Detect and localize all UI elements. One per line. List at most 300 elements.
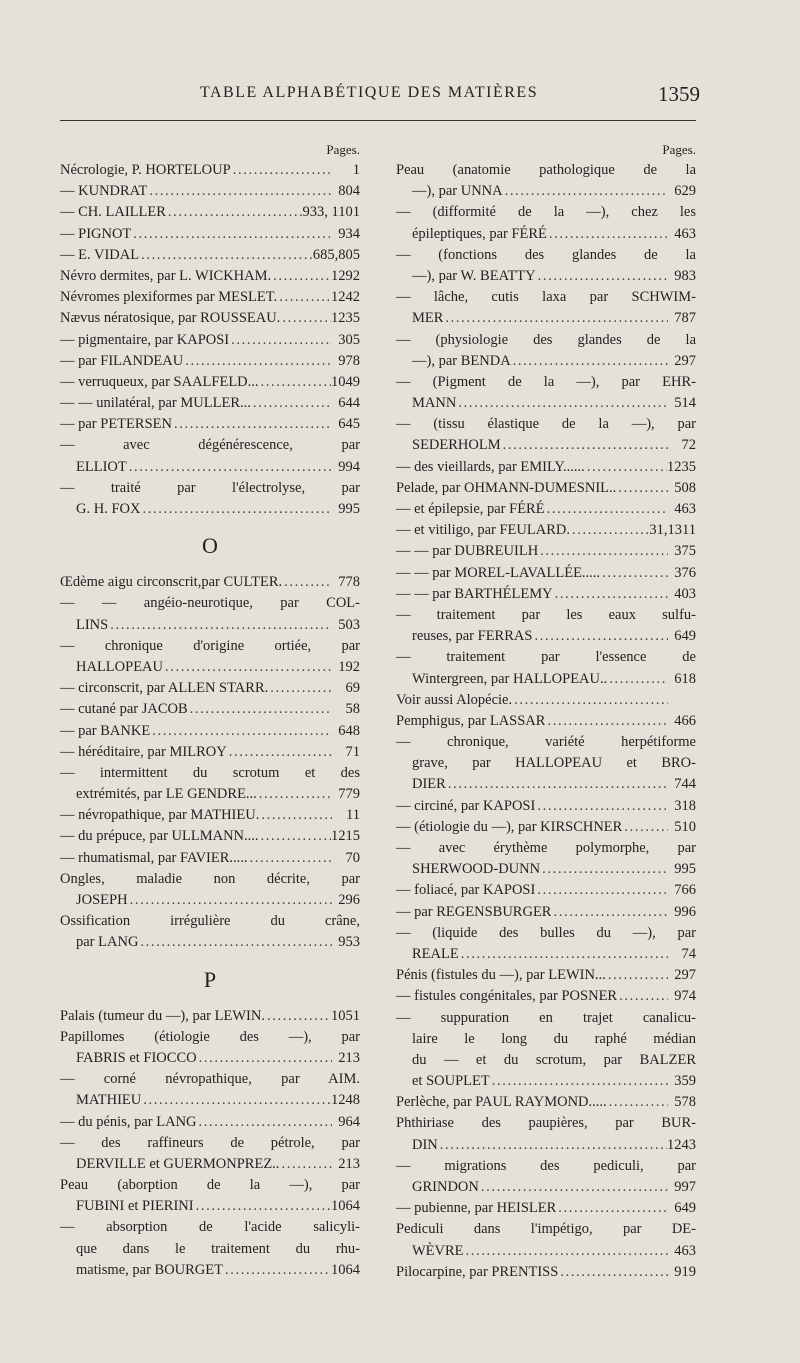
leader-dots [248, 848, 332, 869]
entry-page: 1242 [331, 289, 360, 306]
entry-page: 649 [674, 1200, 696, 1217]
entry-page: 934 [338, 225, 360, 242]
entry-page: 919 [674, 1263, 696, 1280]
entry-page: 649 [674, 628, 696, 645]
leader-dots [607, 1092, 668, 1113]
entry-page: 375 [674, 543, 696, 560]
leader-dots [536, 266, 668, 287]
entry-text: JOSEPH [76, 892, 128, 908]
leader-dots [551, 902, 668, 923]
index-entry [396, 202, 696, 244]
left-column [60, 140, 360, 1281]
entry-page: 463 [674, 225, 696, 242]
leader-dots [545, 499, 668, 520]
entry-page: 305 [338, 331, 360, 348]
entry-page: 994 [338, 458, 360, 475]
entry-text: DERVILLE et GUERMONPREZ.. [76, 1155, 280, 1172]
entry-page: 618 [674, 670, 696, 687]
entry-text: — circonscrit, par ALLEN STARR. [60, 680, 269, 697]
entry-page: 974 [674, 988, 696, 1005]
entry-text: matisme, par BOURGET [76, 1261, 223, 1278]
pages-label: Pages. [326, 142, 360, 157]
leader-dots [227, 742, 332, 763]
entry-text: — migrations des pediculi, par [396, 1157, 696, 1174]
entry-text: — (difformité de la —), chez les [396, 204, 696, 221]
leader-dots [257, 784, 332, 805]
leader-dots [231, 160, 332, 181]
entry-text: LINS [76, 616, 109, 633]
entry-page: 1243 [667, 1136, 696, 1153]
entry-text: — (étiologie du —), par KIRSCHNER [396, 818, 623, 835]
entry-text: — des raffineurs de pétrole, par [60, 1134, 360, 1151]
entry-page: 297 [674, 352, 696, 369]
leader-dots [197, 1112, 332, 1133]
index-entry [60, 435, 360, 477]
entry-text: Pemphigus, par LASSAR [396, 712, 546, 729]
leader-dots [545, 711, 668, 732]
entry-text: — fistules congénitales, par POSNER [396, 988, 618, 1005]
index-entry [60, 372, 360, 393]
index-entry [60, 266, 360, 287]
entry-page: 766 [674, 882, 696, 899]
entry-text: Perlèche, par PAUL RAYMOND..... [396, 1094, 607, 1111]
leader-dots [251, 393, 332, 414]
entry-text: Papillomes (étiologie des —), par [60, 1028, 360, 1045]
entry-text: Nécrologie, P. HORTELOUP [60, 162, 231, 178]
entry-page: 1235 [667, 458, 696, 475]
entry-page: 297 [674, 967, 696, 984]
index-entry [396, 520, 696, 541]
entry-page: 71 [345, 743, 360, 760]
entry-text: — PIGNOT [60, 225, 132, 242]
entry-page: 466 [674, 712, 696, 729]
entry-page: 804 [338, 183, 360, 200]
leader-dots [282, 572, 332, 593]
entry-text: WÈVRE [412, 1242, 464, 1259]
index-entry [60, 1175, 360, 1217]
entry-page: 359 [674, 1073, 696, 1090]
index-entry [396, 796, 696, 817]
entry-text: — névropathique, par MATHIEU. [60, 807, 260, 824]
leader-dots [511, 351, 668, 372]
index-entry [60, 1133, 360, 1175]
leader-dots [259, 372, 331, 393]
entry-text: Pilocarpine, par PRENTISS [396, 1263, 559, 1280]
index-entry [396, 647, 696, 689]
index-entry [396, 160, 696, 202]
leader-dots [140, 499, 332, 520]
leader-dots [600, 563, 668, 584]
leader-dots [279, 1154, 332, 1175]
leader-dots [503, 181, 668, 202]
entry-page: 1064 [331, 1261, 360, 1278]
entry-page: 296 [338, 892, 360, 908]
leader-dots [229, 330, 332, 351]
index-entry [396, 372, 696, 414]
entry-page: 463 [674, 1242, 696, 1259]
index-entry [396, 478, 696, 499]
index-entry [60, 742, 360, 763]
index-entry [60, 1027, 360, 1069]
index-entry [60, 678, 360, 699]
entry-page: 933, 1101 [302, 204, 360, 221]
entry-text: Pediculi dans l'impétigo, par DE- [396, 1221, 696, 1238]
index-entry [60, 1217, 360, 1281]
leader-dots [183, 351, 332, 372]
leader-dots [616, 478, 668, 499]
entry-page: 648 [338, 722, 360, 739]
index-entry [396, 880, 696, 901]
index-entry [396, 965, 696, 986]
leader-dots [131, 224, 332, 245]
entry-text: — intermittent du scrotum et des [60, 764, 360, 781]
entry-page: 192 [338, 658, 360, 675]
index-entry [60, 1112, 360, 1133]
entry-page [668, 690, 696, 711]
entry-page: 1292 [331, 267, 360, 284]
entry-text: Ossification irrégulière du crâne, [60, 913, 360, 930]
leader-dots [271, 266, 331, 287]
index-entry [60, 593, 360, 635]
leader-dots [127, 457, 332, 478]
index-entry [60, 763, 360, 805]
entry-text: — avec dégénérescence, par [60, 437, 360, 454]
entry-text: SEDERHOLM [412, 437, 501, 454]
index-entry [396, 1262, 696, 1283]
index-entry [396, 1219, 696, 1261]
index-entry [60, 287, 360, 308]
entry-text: MATHIEU [76, 1092, 142, 1109]
index-entry [60, 1006, 360, 1027]
entry-text: HALLOPEAU [76, 658, 163, 675]
leader-dots [172, 414, 332, 435]
entry-text: — — par MOREL-LAVALLÉE..... [396, 564, 601, 581]
leader-dots [446, 774, 668, 795]
leader-dots [538, 541, 668, 562]
index-entry [396, 457, 696, 478]
leader-dots [128, 890, 332, 911]
entry-page: 1248 [331, 1092, 360, 1109]
leader-dots [188, 699, 332, 720]
entry-text: — avec érythème polymorphe, par [396, 840, 696, 856]
entry-text: laire le long du raphé médian [412, 1030, 696, 1047]
index-entry [396, 499, 696, 520]
index-entry [396, 902, 696, 923]
entry-text: Œdème aigu circonscrit,par CULTER. [60, 574, 283, 591]
entry-text: extrémités, par LE GENDRE... [76, 786, 257, 803]
entry-text: — rhumatismal, par FAVIER..... [60, 849, 248, 866]
entry-text: — chronique d'origine ortiée, par [60, 637, 360, 654]
leader-dots [194, 1196, 331, 1217]
header-rule [60, 120, 696, 121]
leader-dots [259, 805, 332, 826]
entry-page: 1215 [331, 828, 360, 845]
index-entry [60, 224, 360, 245]
entry-page: 744 [674, 776, 696, 793]
page-header [200, 82, 700, 110]
entry-page: 376 [674, 564, 696, 581]
leader-dots [163, 657, 332, 678]
entry-page: 70 [345, 849, 360, 866]
entry-text: — lâche, cutis laxa par SCHWIM- [396, 289, 696, 306]
entry-page: 578 [674, 1094, 696, 1111]
index-entry [396, 1156, 696, 1198]
entry-page: 403 [674, 585, 696, 602]
entry-text: — absorption de l'acide salicyli- [60, 1219, 360, 1236]
entry-text: —), par UNNA [412, 183, 503, 200]
entry-text: — du prépuce, par ULLMANN.... [60, 828, 259, 845]
entry-page: 685,805 [312, 246, 360, 263]
entry-page: 213 [338, 1049, 360, 1066]
index-entry [396, 1008, 696, 1093]
index-entry [396, 414, 696, 456]
entry-text: — et épilepsie, par FÉRÉ [396, 501, 545, 517]
leader-dots [443, 308, 668, 329]
index-entry [60, 572, 360, 593]
index-entry [396, 1092, 696, 1113]
entry-text: Ongles, maladie non décrite, par [60, 870, 360, 887]
index-entry [60, 414, 360, 435]
index-entry [60, 245, 360, 266]
index-entry [60, 393, 360, 414]
index-entry [60, 805, 360, 826]
entry-page: 997 [674, 1179, 696, 1195]
entry-text: Pelade, par OHMANN-DUMESNIL.. [396, 479, 617, 496]
entry-text: Névro dermites, par L. WICKHAM. [60, 267, 272, 284]
leader-dots [556, 1198, 668, 1219]
entry-text: par LANG [76, 934, 139, 951]
entry-text: GRINDON [412, 1179, 479, 1195]
entry-text: G. H. FOX [76, 501, 141, 517]
entry-page: 787 [674, 310, 696, 327]
leader-dots [501, 435, 668, 456]
entry-text: — circiné, par KAPOSI [396, 797, 536, 814]
index-entry [396, 541, 696, 562]
index-entry [396, 245, 696, 287]
entry-text: Peau (anatomie pathologique de la [396, 162, 696, 178]
leader-dots [280, 308, 331, 329]
right-column [396, 140, 696, 1283]
entry-text: — — par DUBREUILH [396, 543, 539, 560]
leader-dots [547, 224, 668, 245]
entry-page: 978 [338, 352, 360, 369]
entry-text: — du pénis, par LANG [60, 1113, 197, 1130]
entry-page: 74 [681, 945, 696, 962]
entry-text: Peau (aborption de la —), par [60, 1177, 360, 1194]
entry-page: 629 [674, 183, 696, 200]
index-entry [60, 826, 360, 847]
entry-text: — et vitiligo, par FEULARD. [396, 522, 570, 539]
leader-dots [479, 1177, 668, 1198]
entry-text: — cutané par JACOB [60, 701, 188, 718]
entry-text: — suppuration en trajet canalicu- [396, 1009, 696, 1026]
entry-text: FUBINI et PIERINI [76, 1198, 194, 1215]
entry-text: — — par BARTHÉLEMY [396, 585, 553, 602]
entry-text: — par REGENSBURGER [396, 903, 552, 920]
entry-page: 996 [674, 903, 696, 920]
entry-text: ELLIOT [76, 458, 127, 475]
entry-text: — traitement par les eaux sulfu- [396, 606, 696, 623]
leader-dots [150, 721, 332, 742]
section-letter: P [203, 966, 217, 992]
index-entry [396, 732, 696, 796]
entry-text: — (tissu élastique de la —), par [396, 416, 696, 433]
leader-dots [139, 245, 313, 266]
entry-text: — — unilatéral, par MULLER... [60, 395, 251, 412]
entry-page: 1051 [331, 1007, 360, 1024]
entry-page: 213 [338, 1155, 360, 1172]
index-entry [396, 986, 696, 1007]
entry-text: Wintergreen, par HALLOPEAU.. [412, 670, 608, 687]
entry-text: — (physiologie des glandes de la [396, 331, 696, 348]
entry-text: Phthiriase des paupières, par BUR- [396, 1115, 696, 1132]
entry-text: — par BANKE [60, 722, 151, 739]
entry-page: 463 [674, 501, 696, 517]
entry-text: — pubienne, par HEISLER [396, 1200, 557, 1217]
index-entry [60, 699, 360, 720]
entry-text: — traité par l'électrolyse, par [60, 479, 360, 496]
entry-page: 779 [338, 786, 360, 803]
index-entry [396, 330, 696, 372]
leader-dots [553, 584, 668, 605]
entry-page: 778 [338, 574, 360, 591]
entry-page: 503 [338, 616, 360, 633]
entry-text: que dans le traitement du rhu- [76, 1240, 360, 1257]
leader-dots [622, 817, 668, 838]
entry-page: 69 [345, 680, 360, 697]
entry-text: — foliacé, par KAPOSI [396, 882, 536, 899]
entry-text: et SOUPLET [412, 1073, 490, 1090]
index-entry [396, 1113, 696, 1155]
leader-dots [197, 1048, 332, 1069]
entry-page: 1 [352, 162, 360, 178]
entry-page: 1064 [331, 1198, 360, 1215]
index-entry [60, 181, 360, 202]
entry-text: —), par W. BEATTY [412, 267, 536, 284]
entry-page: 72 [681, 437, 696, 454]
index-entry [396, 584, 696, 605]
leader-dots [464, 1241, 668, 1262]
entry-text: — corné névropathique, par AIM. [60, 1071, 360, 1088]
leader-dots [438, 1135, 667, 1156]
leader-dots [147, 181, 332, 202]
index-entry [396, 817, 696, 838]
index-entry [60, 308, 360, 329]
leader-dots [166, 202, 303, 223]
entry-text: DIER [412, 776, 446, 793]
entry-page: 508 [674, 479, 696, 496]
leader-dots [108, 615, 332, 636]
leader-dots [223, 1260, 331, 1281]
index-entry [396, 923, 696, 965]
index-entry [396, 287, 696, 329]
entry-page: 1049 [331, 373, 360, 390]
leader-dots [532, 626, 668, 647]
index-entry [60, 848, 360, 869]
index-entry [60, 869, 360, 911]
entry-text: REALE [412, 945, 459, 962]
entry-text: SHERWOOD-DUNN [412, 861, 541, 878]
index-entry [396, 563, 696, 584]
index-entry [60, 1069, 360, 1111]
entry-page: 31,1311 [649, 522, 696, 539]
index-entry [60, 202, 360, 223]
index-entry [396, 690, 696, 711]
index-entry [60, 721, 360, 742]
leader-dots [606, 965, 668, 986]
entry-page: 995 [674, 861, 696, 878]
entry-text: Voir aussi Alopécie. [396, 691, 513, 708]
leader-dots [490, 1071, 668, 1092]
entry-page: 995 [338, 501, 360, 517]
index-entry [60, 351, 360, 372]
entry-text: DIN [412, 1136, 438, 1153]
header-title: TABLE ALPHABÉTIQUE DES MATIÈRES [200, 84, 539, 101]
entry-page: 953 [338, 934, 360, 951]
entry-text: —), par BENDA [412, 352, 511, 369]
index-entry [396, 838, 696, 880]
leader-dots [265, 1006, 331, 1027]
entry-text: grave, par HALLOPEAU et BRO- [412, 755, 696, 772]
entry-text: — — angéio-neurotique, par COL- [60, 595, 360, 612]
entry-text: Palais (tumeur du —), par LEWIN. [60, 1007, 265, 1024]
entry-text: — pigmentaire, par KAPOSI [60, 331, 230, 348]
leader-dots [459, 944, 668, 965]
leader-dots [540, 859, 668, 880]
entry-text: Névromes plexiformes par MESLET. [60, 289, 278, 306]
entry-page: 510 [674, 818, 696, 835]
entry-page: 1235 [331, 310, 360, 327]
entry-text: épileptiques, par FÉRÉ [412, 225, 547, 242]
entry-page: 11 [346, 807, 360, 824]
entry-text: — par FILANDEAU [60, 352, 184, 369]
leader-dots [141, 1090, 331, 1111]
entry-page: 644 [338, 395, 360, 412]
leader-dots [558, 1262, 668, 1283]
entry-text: — des vieillards, par EMILY...... [396, 458, 585, 475]
entry-text: MER [412, 310, 444, 327]
entry-page: 514 [674, 395, 696, 412]
index-entry [60, 330, 360, 351]
leader-dots [259, 826, 331, 847]
entry-page: 983 [674, 267, 696, 284]
header-page-number: 1359 [658, 82, 700, 106]
entry-page: 318 [674, 797, 696, 814]
index-entry [396, 605, 696, 647]
pages-label: Pages. [662, 142, 696, 157]
leader-dots [585, 457, 667, 478]
entry-page: 58 [345, 701, 360, 718]
index-entry [60, 911, 360, 953]
entry-text: — traitement par l'essence de [396, 649, 696, 666]
index-entry [396, 1198, 696, 1219]
leader-dots [456, 393, 668, 414]
leader-dots [535, 796, 668, 817]
section-letter: O [202, 533, 218, 559]
entry-text: — CH. LAILLER [60, 204, 166, 221]
entry-text: — verruqueux, par SAALFELD... [60, 373, 259, 390]
entry-text: FABRIS et FIOCCO [76, 1049, 197, 1066]
entry-text: — chronique, variété herpétiforme [396, 734, 696, 751]
entry-text: — (liquide des bulles du —), par [396, 924, 696, 941]
entry-text: — (Pigment de la —), par EHR- [396, 373, 696, 390]
entry-text: — KUNDRAT [60, 183, 148, 200]
entry-page: 645 [338, 416, 360, 433]
entry-text: du — et du scrotum, par BALZER [412, 1051, 696, 1068]
entry-text: Pénis (fistules du —), par LEWIN... [396, 967, 606, 984]
entry-page: 964 [338, 1113, 360, 1130]
entry-text: — par PETERSEN [60, 416, 172, 433]
